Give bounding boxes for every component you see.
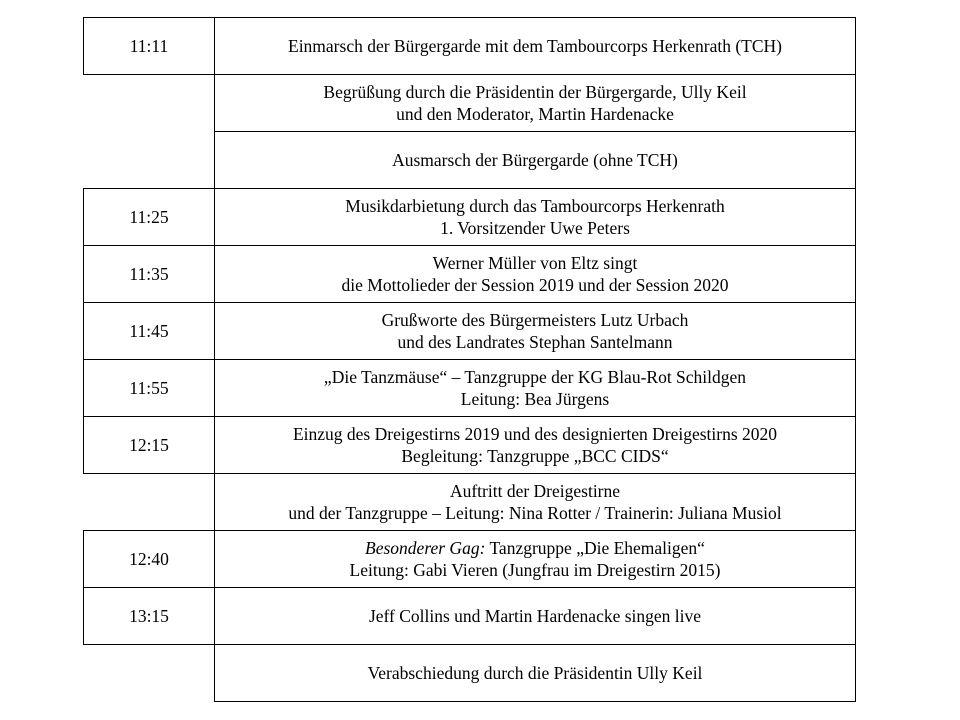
event-line: Jeff Collins und Martin Hardenacke singen live	[368, 606, 702, 626]
table-row	[84, 531, 856, 588]
event-line: „Die Tanzmäuse“ – Tanzgruppe der KG Blau-Rot Schildgen	[323, 367, 747, 387]
event-line: Einzug des Dreigestirns 2019 und des designierten Dreigestirns 2020	[292, 424, 778, 444]
event-line	[215, 537, 855, 559]
event-cell	[215, 645, 856, 702]
time-cell: 11:11	[84, 18, 215, 75]
event-line: die Mottolieder der Session 2019 und der Session 2020	[341, 275, 729, 295]
event-line: 1. Vorsitzender Uwe Peters	[440, 218, 630, 238]
table-row	[84, 75, 856, 132]
event-line: Begleitung: Tanzgruppe „BCC CIDS“	[401, 446, 669, 466]
event-line: Verabschiedung durch die Präsidentin Ully Keil	[367, 663, 703, 683]
event-cell	[215, 132, 856, 189]
event-line: Auftritt der Dreigestirne	[449, 481, 621, 501]
event-line: und des Landrates Stephan Santelmann	[397, 332, 673, 352]
event-line: Einmarsch der Bürgergarde mit dem Tambourcorps Herkenrath (TCH)	[288, 36, 782, 56]
schedule-table	[83, 17, 856, 702]
table-row	[84, 132, 856, 189]
table-row	[84, 303, 856, 360]
time-cell: 11:45	[84, 303, 215, 360]
event-cell	[215, 474, 856, 531]
italic-prefix: Besonderer Gag:	[365, 538, 486, 558]
event-cell	[215, 360, 856, 417]
time-cell: 11:55	[84, 360, 215, 417]
event-line: und den Moderator, Martin Hardenacke	[396, 104, 674, 124]
table-row	[84, 417, 856, 474]
time-cell	[84, 645, 215, 702]
event-line: Werner Müller von Eltz singt	[432, 253, 638, 273]
event-cell	[215, 18, 856, 75]
time-cell: 11:35	[84, 246, 215, 303]
time-cell	[84, 132, 215, 189]
table-row	[84, 588, 856, 645]
event-line: Ausmarsch der Bürgergarde (ohne TCH)	[392, 150, 678, 170]
time-cell	[84, 474, 215, 531]
event-cell	[215, 75, 856, 132]
time-cell: 12:15	[84, 417, 215, 474]
table-row	[84, 246, 856, 303]
event-cell	[215, 246, 856, 303]
event-line: Leitung: Bea Jürgens	[460, 389, 610, 409]
table-row	[84, 474, 856, 531]
event-cell	[215, 189, 856, 246]
time-cell: 13:15	[84, 588, 215, 645]
table-row	[84, 18, 856, 75]
event-line: und der Tanzgruppe – Leitung: Nina Rotter / Trainerin: Juliana Musiol	[288, 503, 782, 523]
time-cell: 11:25	[84, 189, 215, 246]
time-cell: 12:40	[84, 531, 215, 588]
event-line: Leitung: Gabi Vieren (Jungfrau im Dreigestirn 2015)	[349, 560, 721, 580]
table-row	[84, 189, 856, 246]
event-line: Begrüßung durch die Präsidentin der Bürgergarde, Ully Keil	[323, 82, 747, 102]
event-line: Musikdarbietung durch das Tambourcorps Herkenrath	[345, 196, 725, 216]
event-line: Grußworte des Bürgermeisters Lutz Urbach	[381, 310, 689, 330]
table-row	[84, 645, 856, 702]
event-cell	[215, 531, 856, 588]
time-cell	[84, 75, 215, 132]
event-line-rest: Tanzgruppe „Die Ehemaligen“	[485, 538, 705, 558]
event-cell	[215, 417, 856, 474]
event-cell	[215, 303, 856, 360]
event-cell	[215, 588, 856, 645]
table-row	[84, 360, 856, 417]
